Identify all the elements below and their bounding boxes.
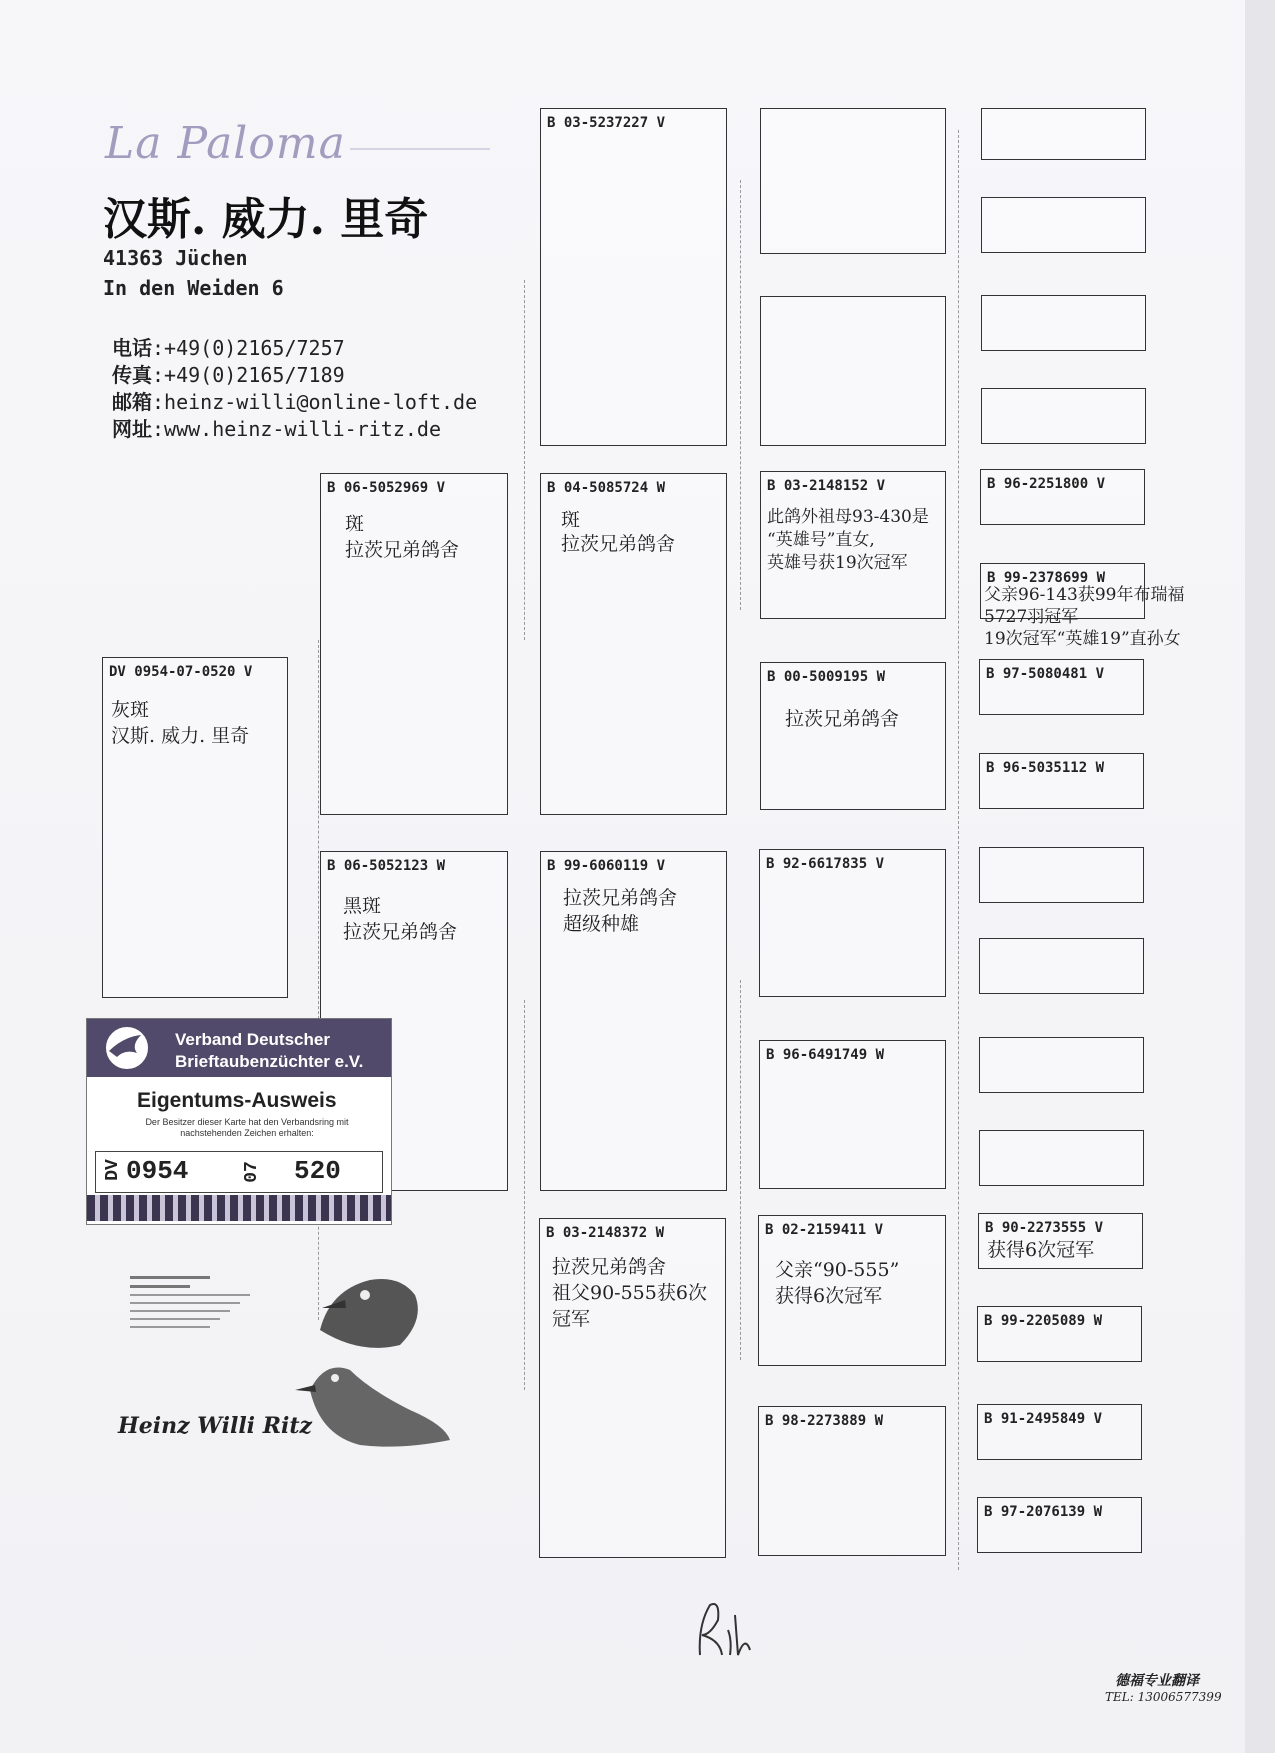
fax-label: 传真	[112, 363, 152, 387]
note-line: 超级种雄	[563, 913, 640, 935]
connector-line	[740, 980, 741, 1360]
ownership-card	[86, 1018, 392, 1225]
ring-number: B 96-6491749 W	[766, 1047, 885, 1063]
card-header	[87, 1019, 391, 1077]
phone-row	[112, 332, 345, 361]
connector-line	[740, 180, 741, 610]
breeder-stamp	[110, 1250, 460, 1480]
phone-value: :+49(0)2165/7257	[152, 336, 345, 360]
card-ring-year: 07	[241, 1161, 262, 1183]
ring-number: B 99-6060119 V	[547, 858, 666, 874]
stamp-text-block	[130, 1270, 260, 1410]
owner-text: 汉斯. 威力. 里奇	[111, 725, 250, 747]
note-line: 获得6次冠军	[987, 1239, 1095, 1261]
pedigree-sire	[320, 473, 508, 815]
card-ring-country: DV	[102, 1159, 123, 1181]
pedigree-gen5-box	[979, 847, 1144, 903]
note-line: 拉茨兄弟鸽舍	[552, 1256, 667, 1278]
ring-number: B 99-2378699 W	[987, 570, 1106, 586]
pedigree-gen4-box	[758, 1215, 946, 1366]
loft-text: 拉茨兄弟鸽舍	[343, 921, 458, 943]
ring-number: B 92-6617835 V	[766, 856, 885, 872]
note-line: 父亲96-143获99年布瑞福	[984, 585, 1185, 605]
color-text: 黑斑	[343, 895, 382, 917]
ring-number: B 97-5080481 V	[986, 666, 1105, 682]
translator-phone: TEL: 13006577399	[1105, 1690, 1222, 1704]
pedigree-gen5-box	[979, 753, 1144, 809]
pedigree-gen5-box	[981, 108, 1146, 160]
pedigree-gen4-box	[760, 108, 946, 254]
ring-number: B 00-5009195 W	[767, 669, 886, 685]
pedigree-gen5-box	[981, 295, 1146, 351]
note-line: 5727羽冠军	[984, 607, 1079, 627]
connector-line	[524, 1000, 525, 1390]
connector-line	[958, 130, 959, 1570]
ring-number: B 06-5052123 W	[327, 858, 446, 874]
ring-number: B 06-5052969 V	[327, 480, 446, 496]
pedigree-gen5-box	[979, 1130, 1144, 1186]
pedigree-gen4-box	[759, 849, 946, 997]
ring-number: B 96-2251800 V	[987, 476, 1106, 492]
note-line: 拉茨兄弟鸽舍	[785, 708, 900, 730]
pedigree-subject	[102, 657, 288, 998]
card-title-line-1: Verband Deutscher	[175, 1030, 330, 1049]
note-line: 冠军	[552, 1308, 591, 1330]
ring-number: B 91-2495849 V	[984, 1411, 1103, 1427]
breeder-name: 汉斯. 威力. 里奇	[103, 194, 429, 245]
card-subtitle: Eigentums-Ausweis	[137, 1089, 337, 1112]
color-text: 灰斑	[111, 699, 150, 721]
address-line-2: In den Weiden 6	[103, 276, 284, 300]
ring-number: B 03-5237227 V	[547, 115, 666, 131]
pedigree-gen5-box	[977, 1497, 1142, 1553]
note-line: 祖父90-555获6次	[552, 1282, 707, 1304]
card-title-line-2: Brieftaubenzüchter e.V.	[175, 1052, 364, 1071]
connector-line	[524, 280, 525, 640]
pedigree-gen5-box	[981, 197, 1146, 253]
web-label: 网址	[112, 417, 152, 441]
pedigree-gen4-box	[758, 1406, 946, 1556]
pedigree-gen5-box	[979, 938, 1144, 994]
pedigree-gen5-box	[977, 1306, 1142, 1362]
fax-row	[112, 359, 345, 388]
address-line-1: 41363 Jüchen	[103, 246, 248, 270]
note-line: 斑	[561, 509, 581, 531]
card-title	[175, 1029, 363, 1073]
note-line: 19次冠军“英雄19”直孙女	[984, 629, 1181, 649]
pedigree-gen5-box	[979, 659, 1144, 715]
note-line: “英雄号”直女,	[767, 530, 875, 550]
ring-number: B 03-2148152 V	[767, 478, 886, 494]
pedigree-gen5-box	[977, 1404, 1142, 1460]
pedigree-gen4-box	[760, 296, 946, 446]
note-line: 拉茨兄弟鸽舍	[561, 533, 676, 555]
ring-number: B 99-2205089 W	[984, 1313, 1103, 1329]
pedigree-gen4-box	[760, 662, 946, 810]
fax-value: :+49(0)2165/7189	[152, 363, 345, 387]
note-line: 英雄号获19次冠军	[767, 553, 908, 573]
pedigree-gen3-box	[539, 1218, 726, 1558]
ring-number: B 03-2148372 W	[546, 1225, 665, 1241]
card-description: Der Besitzer dieser Karte hat den Verbandsring mit nachstehenden Zeichen erhalten:	[145, 1117, 349, 1138]
ring-number: B 90-2273555 V	[985, 1220, 1104, 1236]
pedigree-gen5-box	[978, 1213, 1143, 1269]
pigeon-head-icon	[300, 1250, 440, 1360]
ring-number: B 02-2159411 V	[765, 1222, 884, 1238]
card-pattern-band	[87, 1195, 391, 1221]
card-ring-no: 520	[294, 1156, 341, 1186]
email-label: 邮箱	[112, 390, 152, 414]
logo-underline	[350, 148, 490, 150]
page-edge	[1245, 0, 1275, 1753]
web-row	[112, 413, 441, 442]
note-line: 获得6次冠军	[775, 1285, 883, 1307]
pedigree-gen5-box	[981, 388, 1146, 444]
dove-logo-icon	[95, 1023, 165, 1073]
card-ring-club: 0954	[126, 1156, 189, 1186]
pedigree-gen4-box	[759, 1040, 946, 1189]
color-text: 斑	[345, 513, 365, 535]
pigeon-body-icon	[280, 1350, 460, 1470]
card-ring-number	[95, 1151, 383, 1193]
ring-number: B 98-2273889 W	[765, 1413, 884, 1429]
loft-text: 拉茨兄弟鸽舍	[345, 539, 460, 561]
stamp-signature: Heinz Willi Ritz	[118, 1413, 312, 1439]
email-row	[112, 386, 477, 415]
pedigree-gen3-box	[540, 473, 727, 815]
web-value: :www.heinz-willi-ritz.de	[152, 417, 441, 441]
ring-number: B 97-2076139 W	[984, 1504, 1103, 1520]
pedigree-gen3-box	[540, 108, 727, 446]
ring-number: DV 0954-07-0520 V	[109, 664, 253, 680]
pedigree-gen5-box	[979, 1037, 1144, 1093]
pedigree-gen3-box	[540, 851, 727, 1191]
translator-name: 德福专业翻译	[1115, 1673, 1199, 1689]
handwritten-signature	[690, 1595, 760, 1665]
ring-number: B 04-5085724 W	[547, 480, 666, 496]
pedigree-gen4-box	[760, 471, 946, 619]
note-line: 父亲“90-555”	[775, 1259, 900, 1281]
note-line: 拉茨兄弟鸽舍	[563, 887, 678, 909]
ring-number: B 96-5035112 W	[986, 760, 1105, 776]
email-value: :heinz-willi@online-loft.de	[152, 390, 478, 414]
pedigree-gen5-box	[980, 469, 1145, 525]
phone-label: 电话	[112, 336, 152, 360]
note-line: 此鸽外祖母93-430是	[767, 507, 929, 527]
logo: La Paloma	[105, 118, 346, 169]
